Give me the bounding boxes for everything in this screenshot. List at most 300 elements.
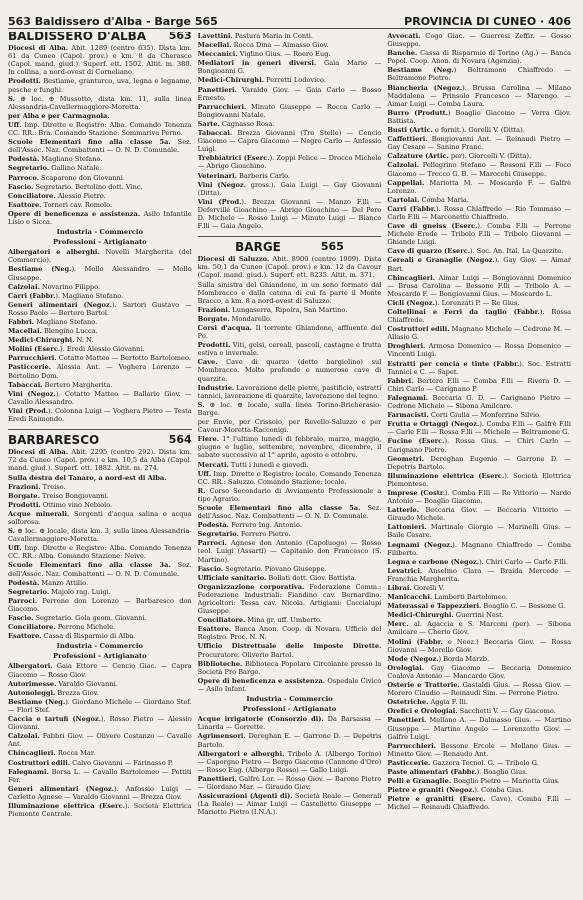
entry: Illuminazione elettrica (Eserc.). Società Elettrica Piemonte Centrale. (8, 801, 192, 819)
section-name: BARBARESCO (8, 433, 100, 448)
entry: Lattonieri. Martinale Giorgio — Marinelli Gius. — Baile Cesare. (387, 523, 571, 540)
subhead-industry: Industria - Commercio (246, 695, 333, 704)
entry-heading: Diocesi di Saluzzo. (197, 255, 270, 264)
section-number: 564 (168, 433, 192, 447)
entry: Osterie e Trattorie. Gastaldi Gius. — Rossa Giov. — Morero Claudio — Reinaudi Sim. — Perrone Pietro. (387, 681, 571, 698)
entry: Biancheria (Negoz.). Brussa Carolina — Milano Maddalena — Prinsolo Francesco — Marengo. — Aimar Luigi — Comba Laura. (387, 83, 571, 108)
entry: Podestà. Magliano Stefano. (8, 155, 103, 164)
entry: Panettieri. Mellano A. — Dalmasso Gius. — Martino Giuseppe — Martino Angelo — Lorenzotto Giov. — Galfrè Luigi. (387, 716, 571, 741)
entry-heading: Trebbiatrici (Eserc. (197, 154, 270, 163)
entry: Conciliatore. Perrone Michele. (8, 623, 116, 632)
entry-heading: Diocesi di Alba. (8, 44, 68, 53)
entry: Opere di beneficenza e assistenza. Ospedale Civico — Asilo Infant. (197, 676, 382, 693)
subhead-professions: Professioni - Artigianato (53, 652, 147, 661)
entry-heading: Caffettieri. (387, 135, 428, 144)
entry: Biblioteche. Biblioteca Popolare Circolante presso la Società Pro Barge. (197, 659, 382, 676)
entry-heading: Organizzazione corporativa. (197, 582, 305, 591)
entry: Organizzazione corporativa. Federazione Comm.: Federazione Industriali: Fiandino cav. Bernardino. Agricoltori: Tessa cav. Nicola. Artigiani: Caccialupi Giuseppe. (197, 582, 382, 616)
entry-heading: Busti (Artic. (387, 126, 433, 135)
entry-heading: Frazioni. (197, 305, 231, 314)
entry: Parroci. Perrone don Lorenzo — Barbaresco don Giacomo. (8, 596, 192, 613)
entry-list (8, 662, 192, 818)
subhead-professions: Professioni - Artigianato (53, 238, 147, 247)
entry-heading: Vini (Prod. (8, 406, 49, 415)
entry: Pasticcerie. Alessia Ant. — Voghera Lorenzo — Bertolino Dom. (8, 363, 192, 380)
entry: Assicurazioni (Agenti di). Società Reale — Generali (La Reale) — Aimar Luigi — Castelletto Giuseppe — Mariotto Pietro (I.N.A.). (197, 792, 382, 817)
entry: Levatrici. Anselmo Clara — Braida Mercede — Franchia Margherita. (387, 566, 571, 583)
entry: Borgate. Mondarello. (197, 314, 272, 323)
entry: Prodotti. Ottimo vino Nebiolo. (8, 500, 113, 509)
entry-heading: Fabbri. (387, 376, 414, 385)
entry: Fabbri. Bertero F.lli — Comba F.lli — Rivera D. — Chiri Carlo — Carignano P. (387, 376, 571, 393)
entry-heading: Fiere. (197, 435, 220, 444)
entry: Frazioni. Lungaserra, Ripoira, San Martino. (197, 305, 348, 314)
divider (198, 236, 382, 237)
entry: Frazioni. Treiso. (8, 482, 66, 491)
entry-heading: Banche. (387, 49, 418, 58)
entry-heading: Calzolai. (8, 282, 40, 291)
entry-heading: Parrucchieri. (197, 102, 247, 111)
entry: Opere di beneficenza e assistenza. Asilo Infantile Lisio e Sicca. (8, 209, 192, 226)
entry-heading: Macellai. (197, 41, 232, 50)
entry: Pasticcerie. Gazzera Tecnol. G. — Tribolo G. (387, 758, 539, 767)
entry: Bestiame (Neg.). Mollo Alessandro — Mollo Giuseppe. (8, 265, 192, 282)
entry: Esattore. Cassa di Risparmio di Alba. (8, 632, 136, 641)
page-header (8, 6, 571, 29)
entry: Fascio. Segretario. Piovano Giuseppe. (197, 564, 327, 573)
entry: Albergatori e alberghi. Tribolo A. (Albergo Torino) — Caporgno Pietro — Bergo Giacomo (Cannone d'Oro) — Rosso Eug. (Albergo Rosso) — Gallo Luigi. (197, 749, 382, 774)
entry-heading: Illuminazione elettrica (Eserc. (387, 471, 505, 480)
entry-heading: Opere di beneficenza e assistenza. (8, 209, 141, 218)
entry-heading: Esattore. (8, 632, 42, 641)
entry-heading: Segretario. (197, 530, 239, 539)
entry: Podestà. Manzo Attilio. (8, 578, 89, 587)
entry-heading: Materassai e Tappezzieri. (387, 602, 482, 611)
entry-heading: Avvocati. (387, 32, 421, 40)
entry-heading: Podestà. (8, 578, 40, 587)
entry-heading: Uff. (197, 469, 212, 478)
entry: Bestiame (Neg.). Giordano Michele — Giordano Stef. — Florì Stef. (8, 697, 192, 714)
entry-heading: Esattore. (197, 625, 232, 634)
entry-heading: Parroco. (8, 173, 39, 182)
entry (8, 474, 192, 482)
entry: Generi alimentari (Negoz.). Sartori Gustavo — Rosso Paolo — Bertero Bartol. (8, 300, 192, 317)
entry-heading: Lavettini. (197, 32, 233, 40)
entry: Vini (Prod.). Brezza Giovanni — Manzo F.lli — Defervillé Gioachino — Abrigo Gioachino — Del Pero D. Michele — Rosso Luigi — Minuto Luigi — Bianco F.lli — Gaia Angelo. (197, 197, 382, 231)
entry-heading: Scuole Elementari fino alla classe 3a. (8, 561, 171, 570)
entry: Parroco. Scaparone don Giovanni. (8, 173, 125, 182)
entry: Bestiame (Neg.) Beltramone Chiaffredo — Beltramone Pietro. (387, 66, 571, 83)
entry-heading: Conciliatore. (8, 191, 56, 200)
entry-heading: Podestà. (197, 521, 229, 530)
entry: Diocesi di Saluzzo. Abit. 8900 (centro 1909). Dista km. 50,1 da Cuneo (Capol. prov.) e km. 12 da Cavour (Capol. mand. giud.). Superf. ett. 8235. Altit. m. 371. (197, 255, 382, 280)
entry-heading: Industrie. (197, 383, 235, 392)
entry (8, 112, 192, 120)
entry-heading: Chincaglieri. (387, 273, 436, 282)
entry: Banche. Cassa di Risparmio di Torino (Ag.) — Banca Popol. Coop. Anon. di Novara (Agenzia). (387, 49, 571, 66)
entry: Fascio. Segretario. Bertolino dott. Vinc. (8, 182, 143, 191)
entry-heading: Bestiame (Neg. (387, 66, 454, 75)
entry-heading: Legnami (Negoz. (387, 540, 453, 549)
section-title (8, 433, 192, 448)
entry: Calzature (Artic. per). Giorcelli V. (Ditta). (387, 152, 532, 161)
entry: Tabaccai. Bertero Margherita. (8, 380, 113, 389)
header-left: 563 Baldissero d'Alba - Barge 565 (8, 15, 218, 28)
entry-heading: Cave. (197, 358, 218, 367)
entry-heading: Lattonieri. (387, 523, 427, 532)
entry-heading: Conciliatore. (8, 623, 56, 632)
entry: Costruttori edili. Magnano Michele — Cedrone M. — Allasio G. (387, 325, 571, 342)
entry-heading: Biblioteche. (197, 659, 243, 668)
entry-heading: Assicurazioni (Agenti di). (197, 792, 293, 801)
entry-heading: Tabaccai. (197, 129, 233, 138)
entry: Frutta e Ortaggi (Negoz.). Comba F.lli — Galfrè F.lli — Carle F.lli — Rossa F.lli — Michele — Beltramone G. (387, 420, 571, 437)
entry: Autonoleggi. Brezza Giov. (8, 688, 99, 697)
entry-heading: Panettieri. (387, 716, 427, 725)
entry: Albergatori. Gaia Ettore — Cencio Giac. — Capra Giacomo — Rosso Giov. (8, 662, 192, 679)
entry: Calzolai. Fabbri Giov. — Olivero Costanzo — Cavallo Ant. (8, 732, 192, 749)
entry: Meccanici. Viglino Gius. — Roero Eug. (197, 50, 331, 59)
entry: Scuole Elementari fino alla classe 5a. Sez. dell'Assoc. Naz. Combattenti — O. N. D. Comunale. (8, 138, 192, 155)
entry: Medici-Chirurghi. Perretti Lodovico. (197, 76, 326, 85)
entry-heading: Prodotti. (197, 341, 231, 350)
entry: Busti (Artic. e fornit.). Gorelli V. (Ditta). (387, 126, 525, 135)
entry: S. ⊕ loc. ⊕ locale, sulla linea Torino-Bricherasio-Barge. (197, 400, 382, 417)
entry-heading: Pietre e granitti (Eserc. (387, 795, 486, 804)
entry-heading: Mediatori in generi diversi. (197, 59, 317, 68)
entry: Conciliatore. Mina gr. uff. Umberto. (197, 616, 322, 625)
entry-heading: Opere di beneficenza e assistenza. (197, 676, 326, 685)
entry: Pietre e graniti (Negoz.). Comba Gius. (387, 786, 524, 795)
entry-heading: Farmacisti. (387, 411, 429, 420)
entry-heading: Autorimesse. (8, 679, 57, 688)
entry: Medici-Chirurghi. N. N. (8, 336, 94, 345)
entry: Chincaglieri. Aimar Luigi — Bongiovanni Domenico — Brusa Carolina — Bessone F.lli — Tribolo A. — Moscardo F. — Bongiovanni Gius. — Moscardo L. (387, 273, 571, 298)
entry: Orefici e Orologiai. Sacchetti V. — Gay Giacomo. (387, 707, 556, 716)
entry: S. ⊕ loc. ⊕ locale, dista km. 3, sulla linea Alessandria-Cavallermaggiore-Moretta. (8, 527, 192, 544)
entry-heading: Pasticcerie. (387, 758, 431, 767)
entry-heading: per Alba e per Carmagnola. (8, 111, 110, 120)
entry: Veterinari. Barberis Carlo. (197, 171, 291, 180)
entry: Acque irrigatorie (Consorzio di). Da Barsassa — Linarda — Gorrette. (197, 715, 382, 732)
entry: Manicacchi. Lamberti Bartolomeo. (387, 593, 508, 602)
entry: Corsi d'acqua. Il torrente Ghiandone, affluente del Po. (197, 324, 382, 341)
entry-heading: Frazioni. (8, 482, 41, 491)
entry-heading: Borgate. (197, 314, 230, 323)
entry-heading: Calzature (Artic. (387, 152, 449, 161)
entry-heading: Molini (Eserc. (8, 345, 61, 354)
section-number: 565 (320, 240, 344, 254)
entry-heading: Caccia e tartufi (Negoz. (8, 715, 101, 724)
entry-heading: Frutta e Ortaggi (Negoz. (387, 420, 480, 429)
entry-heading: Fascio. (8, 182, 34, 191)
entry: Fucine (Eserc.). Rossa Gius. — Chiri Carlo — Carignano Pietro. (387, 437, 571, 454)
entry: Farmacisti. Corti Giulia — Monferrino Silvio. (387, 411, 541, 420)
section-title (8, 32, 192, 43)
entry-heading: Costruttori edili. (8, 758, 71, 767)
entry-heading: Borgate. (8, 491, 40, 500)
entry-heading: Prodotti. (8, 77, 41, 86)
entry: Legnami (Negoz.). Magnano Chiaffredo — Comba Filiberto. (387, 540, 571, 557)
entry: Materassai e Tappezzieri. Boaglio C. — Bessone G. (387, 602, 566, 611)
entry: Legna e carbone (Negoz.). Chiri Carlo — Carle F.lli. (387, 557, 568, 566)
entry-heading: Merc. (387, 620, 409, 629)
entry: Esattore. Torneri cav. Romolo. (8, 200, 113, 209)
entry: Caccia e tartufi (Negoz.). Rosso Pietro — Alessio Giovanni. (8, 715, 192, 732)
entry: Parroci. Agnese don Antonio (Capoluogo) — Rosso teol. Luigi (Assarti) — Capitanio don Francesco (S. Martino). (197, 539, 382, 564)
entry-heading: Podestà. (8, 155, 40, 164)
entry: Scuole Elementari fino alla classe 5a. Sez. dell'Assoc. Naz. Combattenti — O. N. D. Comunale. (197, 503, 382, 521)
entry-heading: Costruttori edili. (387, 325, 450, 334)
entry: Parrucchieri. Bessone Ercole — Mellano Gius. — Minetto Giov. — Renaudo Ant. (387, 741, 571, 758)
entry: Uff. Imp. Dirette e Registro: Alba. Comando Tenenza CC. RR.: Alba. Comando Stazione: Neive. (8, 544, 192, 561)
columns (8, 32, 571, 894)
entry: Diocesi di Alba. Abit. 1289 (centro 635). Dista km. 61 da Cuneo (Capol. prov.) e km. 8 da Cherasco (Capol. mand. giud.). Superf. ett. 1502. Altit. m. 380. In collina, a nord-ovest di Corneliano. (8, 44, 192, 77)
entry-heading: Cicli (Negoz. (387, 298, 435, 307)
entry: Burro (Produtt.) Boaglio Giacomo — Verra Giov. Battista. (387, 108, 571, 125)
entry: Diocesi di Alba. Abit. 2295 (centro 292). Dista km. 72 da Cuneo (Capol. prov.) e km. 10,5 da Alba (Capol. mand. giud.). Superf. ett. 1882. Altit. m. 274. (8, 448, 192, 473)
entry-heading: Cave di quarzo (Eserc. (387, 247, 471, 256)
entry-heading: Panettieri. (197, 85, 237, 94)
entry-heading: Levatrici. (387, 566, 423, 575)
entry: Imprese (Costr.). Comba F.lli — Re Vittorio — Nardo Antonio — Boaglio Giacomo. (387, 488, 571, 506)
entry: Fiere. 1° l'ultimo lunedì di febbraio, marzo, maggio, giugno e luglio, settembre, novembre, dicembre, il sabato successivo al 1° aprile, agosto e ottobre. (197, 435, 382, 460)
entry-heading: Corsi d'acqua. (197, 324, 252, 332)
entry-heading: Orefici e Orologiai. (387, 707, 458, 716)
entry: Paste alimentari (Fabbr.). Boaglio Gius. (387, 767, 528, 776)
entry-heading: Vini (Negoz. (197, 180, 246, 189)
entry: Scuole Elementari fino alla classe 3a. Sez. dell'Assoc. Naz. Combattenti — O. N. D. Comunale. (8, 561, 192, 578)
entry-heading: Osterie e Trattorie. (387, 681, 460, 690)
column-1 (8, 32, 192, 894)
entry-list (8, 44, 192, 226)
entry-heading: Bestiame (Neg. (8, 697, 66, 706)
entry-heading: Parroci. (8, 596, 38, 605)
entry-heading: Calzolai. (387, 161, 420, 170)
entry-heading: Scuole Elementari fino alla classe 5a. (197, 503, 361, 512)
entry: Orologiai. Gay Giacomo — Beccaria Domenico Coalova Antonio — Mancardo Giov. (387, 663, 571, 680)
entry-heading: Veterinari. (197, 171, 237, 180)
entry-heading: Pasticcerie. (8, 363, 52, 372)
entry-list (8, 248, 192, 423)
entry: Segretario. Majolo rag. Luigi. (8, 587, 111, 596)
entry-heading: Conciliatore. (197, 616, 246, 625)
entry-heading: Droghieri. (387, 342, 426, 351)
entry-heading: Vini (Negoz. (8, 389, 56, 398)
entry-heading: Burro (Produtt. (387, 108, 448, 117)
entry: R. Corso Secondario di Avviamento Professionale a tipo Agrario. (197, 486, 382, 503)
entry-heading: Acque irrigatorie (Consorzio di). (197, 715, 324, 724)
entry: Industrie. Lavorazione delle pietre, pastificio, estratti tannici, lavorazione di quarzite, lavorazione del legno. (197, 383, 382, 400)
entry-heading: Mode (Negoz. (387, 654, 439, 663)
entry-heading: Fucine (Eserc. (387, 437, 445, 446)
entry-heading: Fabbri. (8, 318, 35, 326)
entry: Calzolai. Pellegrino Stefano — Rossoni F.lli — Foco Giacomo — Trecco G. B. — Marocchi Giuseppe. (387, 161, 571, 178)
entry-heading: Esattore. (8, 200, 42, 209)
entry-heading: Fascio. (8, 614, 34, 622)
entry-list (387, 32, 571, 811)
entry: Borgate. Treiso Bongiovanni. (8, 491, 109, 500)
entry-heading: Latterie. (387, 506, 420, 515)
entry: S. ⊕ loc. ⊕ Mussotto, dista km. 11, sulla linea Alessandria-Cavallermaggiore-Moretta. (8, 94, 192, 111)
entry-heading: Segretario. (8, 587, 50, 596)
entry: Costruttori edili. Calvo Giovanni — Farinasso P. (8, 758, 173, 767)
entry-heading: Albergatori. (8, 662, 53, 671)
entry-heading: Molini (Fabbr. (387, 637, 443, 646)
header-right: PROVINCIA DI CUNEO · 406 (404, 15, 571, 28)
entry: Cave. Cave di quarzo (detto bargiolino) sul Mombracco. Molto profonde e numerose cave di quarzite. (197, 358, 382, 383)
entry-heading: Scuole Elementari fino alla classe 5a. (8, 138, 171, 147)
entry-heading: Paste alimentari (Fabbr. (387, 767, 477, 776)
entry: Chincaglieri. Rocca Mar. (8, 749, 96, 758)
entry-list (8, 448, 192, 640)
entry: Parrucchieri. Cotatto Matteo — Bertotto Bartolomeo. (8, 354, 191, 363)
entry: Coltellinai e Ferri da taglio (Fabbr.). Rossa Chiaffredo. (387, 308, 571, 325)
entry: Ufficio Distrettuale delle Imposte Dirette. Procuratore. Oliverio Bartol. (197, 642, 382, 659)
entry: Ostetriche. Aggia F. lli. (387, 698, 468, 707)
entry: Podestà. Ferrero Ing. Antonio. (197, 521, 302, 530)
entry: Geometri. Dereghan Eugenio — Garrone D. — Depetris Bartolo. (387, 454, 571, 471)
entry: Panettieri. Varaldo Giov. — Gaia Carlo — Bosso Ernesto. (197, 85, 382, 102)
entry: Generi alimentari (Negoz.). Anfossio Luigi — Carletto Agnese — Varaldo Giovanni — Brezza Giov. (8, 784, 192, 801)
entry: Sarte. Cagnasso Rosa. (197, 119, 275, 128)
entry-heading: Panettieri. (197, 774, 237, 783)
entry-heading: Medici-Chirurghi. (197, 76, 265, 85)
entry: Pelli e Granaglie. Boaglio Pietro — Mariotta Gius. (387, 777, 560, 786)
entry: Vini (Prod.). Colonna Luigi — Voghera Pietro — Testa Eredi Raimondo. (8, 406, 192, 424)
entry-heading: Mercati. (197, 460, 229, 469)
entry: Ufficiale sanitario. Bollati dott. Giov. Battista. (197, 573, 357, 582)
entry-heading: Cereali e Granaglie (Negoz. (387, 256, 495, 265)
entry: Parrucchieri. Minuto Giuseppe — Rocca Carlo — Bongiovanni Natale. (197, 102, 382, 119)
entry: Cave di quarzo (Eserc.). Soc. An. Ital. La Quarzite. (387, 247, 564, 256)
entry-list (198, 255, 382, 693)
column-3 (387, 32, 571, 894)
section-number: 563 (168, 32, 192, 42)
entry-heading: Imprese (Costr. (387, 488, 445, 497)
entry: Uff. Imp. Dirette e Registro: locale. Comando Tenenza CC. RR.: Saluzzo. Comando Stazione: locale. (197, 469, 382, 486)
entry: Uff. Imp. Dirette e Registro: Alba. Comando Tenenza CC. RR.: Bra. Comando Stazione: Sommariva Perno. (8, 120, 192, 138)
entry: Segretario. Gallino Natale. (8, 164, 102, 173)
divider (8, 429, 192, 430)
entry-heading: Uff. (8, 120, 22, 129)
entry-heading: Cappellai. (387, 178, 425, 187)
entry: Prodotti. Bestiame, granturco, uva, legna e legname, pesche e funghi. (8, 77, 192, 94)
entry-heading: Biancheria (Negoz. (387, 83, 463, 92)
entry-heading: Acque minerali. (8, 509, 70, 518)
entry-heading: Agrimensori. (197, 732, 246, 741)
entry: Fabbri. Magliano Stefano. (8, 318, 98, 326)
entry-heading: Chincaglieri. (8, 749, 56, 758)
entry-heading: Diocesi di Alba. (8, 448, 68, 457)
entry-heading: Legna e carbone (Negoz. (387, 557, 480, 566)
entry: Avvocati. Cogo Giac. — Guerresi Zeffir. — Gosso Giuseppe. (387, 32, 571, 49)
entry: Conciliatore. Alessio Pietro. (8, 191, 106, 200)
entry-heading: Parrucchieri. (387, 741, 436, 750)
entry: Tabaccai. Brezza Giovanni (Tre Stelle) — Cencio Giacomo — Capra Giacomo — Negro Carlo — Anfossio Luigi. (197, 129, 382, 154)
entry-heading: Generi alimentari (Negoz. (8, 784, 115, 793)
entry-heading: Ufficio Distrettuale delle Imposte Dirette. (197, 642, 382, 651)
entry: Falegnami. Beccaria G. D. — Carignano Pietro — Cedrone Michele — Sibona Amilcare. (387, 393, 571, 411)
column-2 (198, 32, 382, 894)
entry-heading: Bestiame (Neg. (8, 265, 72, 274)
entry-heading: Illuminazione elettrica (Eserc. (8, 801, 125, 810)
entry: Albergatori e alberghi. Novelli Margherita (del Commercio). (8, 248, 192, 265)
section-name: BARGE (235, 240, 281, 255)
entry-heading: Albergatori e alberghi. (197, 749, 285, 758)
entry: Molini (Eserc.). Eredi Alessio Giovanni. (8, 345, 145, 354)
entry: Cartolai. Comba Maria. (387, 195, 469, 204)
entry-heading: Segretario. (8, 164, 50, 173)
entry-heading: Geometri. (387, 454, 425, 463)
entry: Merc. al. Agaccia e S. Marconi (per). — Sibona Amilcare — Cherio Giov. (387, 620, 571, 637)
entry: Sulla sinistra del Ghiandone, in un seno formato dal Mombracco e dalla catena di cui fa parte il Monte Bracco, a km. 8 a nord-ovest di Saluzzo. (197, 280, 382, 305)
entry-heading: Tabaccai. (8, 380, 43, 389)
entry: Trebbiatrici (Eserc.). Zoppi Felice — Drocco Michele — Abrigo Gioachino. (197, 154, 382, 171)
entry: Librai. Gorelli V. (387, 584, 445, 592)
section-title (198, 240, 382, 255)
entry: Cappellai. Mariotta M. — Moscardo F. — Galfrè Lorenzo. (387, 178, 571, 195)
entry-heading: S. (8, 527, 15, 536)
entry: Molini (Fabbr. e Neoz.) Beccaria Giov. — Rossa Giovanni — Morello Giov. (387, 637, 571, 654)
entry-heading: R. (197, 486, 206, 495)
entry-heading: S. (8, 94, 15, 103)
entry-heading: Falegnami. (8, 767, 49, 776)
entry-heading: Sarte. (197, 119, 220, 128)
entry-heading: Orologiai. (387, 663, 425, 672)
entry: Carri (Fabbr.). Rossa Chiaffredo — Rio Tommaso — Carle F.lli — Marconetto Chiaffredo. (387, 204, 571, 221)
entry: Falegnami. Borsa L. — Cavallo Bartolomeo — Pettiti Fer. (8, 767, 192, 784)
entry: Vini (Negoz. gross.). Gaia Luigi — Gay Giovanni (Ditta). (197, 180, 382, 197)
entry: Illuminazione elettrica (Eserc.). Società Elettrica Piemontese. (387, 471, 571, 488)
subhead-industry: Industria - Commercio (56, 642, 144, 651)
entry-heading: Cave di gneiss (Eserc. (387, 222, 478, 231)
entry-heading: Prodotti. (8, 500, 41, 509)
entry-heading: Medici-Chirurghi. (387, 611, 454, 620)
entry-heading: Coltellinai e Ferri da taglio (Fabbr. (387, 308, 540, 316)
entry: Autorimesse. Varaldo Giovanni. (8, 679, 118, 688)
entry: Cereali e Granaglie (Negoz.). Gay Giov. — Aimar Bart. (387, 256, 571, 273)
entry-heading: Cartolai. (387, 195, 420, 204)
entry: Panettieri. Galfrè Lor. — Rosso Giov. — Barone Pietro — Giordano Mar. — Giraudo Giov. (197, 774, 382, 791)
entry: Acque minerali. Sorgenti d'acqua salina e acqua solforosa. (8, 509, 192, 526)
entry: Mercati. Tutti i lunedì e giovedì. (197, 460, 309, 469)
entry-list (198, 715, 382, 816)
entry-heading: Pietre e graniti (Negoz. (387, 786, 475, 795)
entry-heading: Meccanici. (197, 50, 238, 59)
entry-heading: Autonoleggi. (8, 688, 56, 697)
entry: Prodotti. Viti, gelsi, cereali, pascoli, castagne e frutta estiva e invernale. (197, 341, 382, 358)
entry: per Envie, per Crissolo, per Revello-Saluzzo e per Cavour-Moretta-Racconigi. (197, 418, 382, 435)
entry: Calzolai. Novarino Filippo. (8, 282, 101, 291)
entry: Macellai. Blengino Lucca. (8, 327, 98, 336)
entry-heading: Parroci. (197, 539, 227, 548)
entry: Lavettini. Pastura Maria in Conti. (197, 32, 313, 40)
entry: Fascio. Segretario. Gola geom. Giovanni. (8, 614, 147, 622)
entry-heading: Ostetriche. (387, 698, 429, 707)
entry-heading: Ufficiale sanitario. (197, 573, 267, 582)
entry-heading: Estratti per concia e tinte (Fabbr. (387, 359, 520, 368)
entry: Macellai. Rocca Dina — Aimasso Giov. (197, 41, 329, 50)
entry: Medici-Chirurghi. Guerrini Nest. (387, 611, 504, 620)
entry-heading: Vini (Prod. (197, 197, 242, 206)
subhead-industry: Industria - Commercio (56, 228, 144, 237)
entry-heading: Carri (Fabbr. (8, 291, 56, 300)
entry: Cave di gneiss (Eserc.). Comba F.lli — Perrone Michele Erede — Tribolo F.lli — Tribolo Giovanni — Ghiande Luigi. (387, 222, 571, 247)
entry: Carri (Fabbr.). Magliano Stefano. (8, 291, 124, 300)
section-name: BALDISSERO D'ALBA (8, 32, 147, 43)
entry-list (198, 32, 382, 230)
